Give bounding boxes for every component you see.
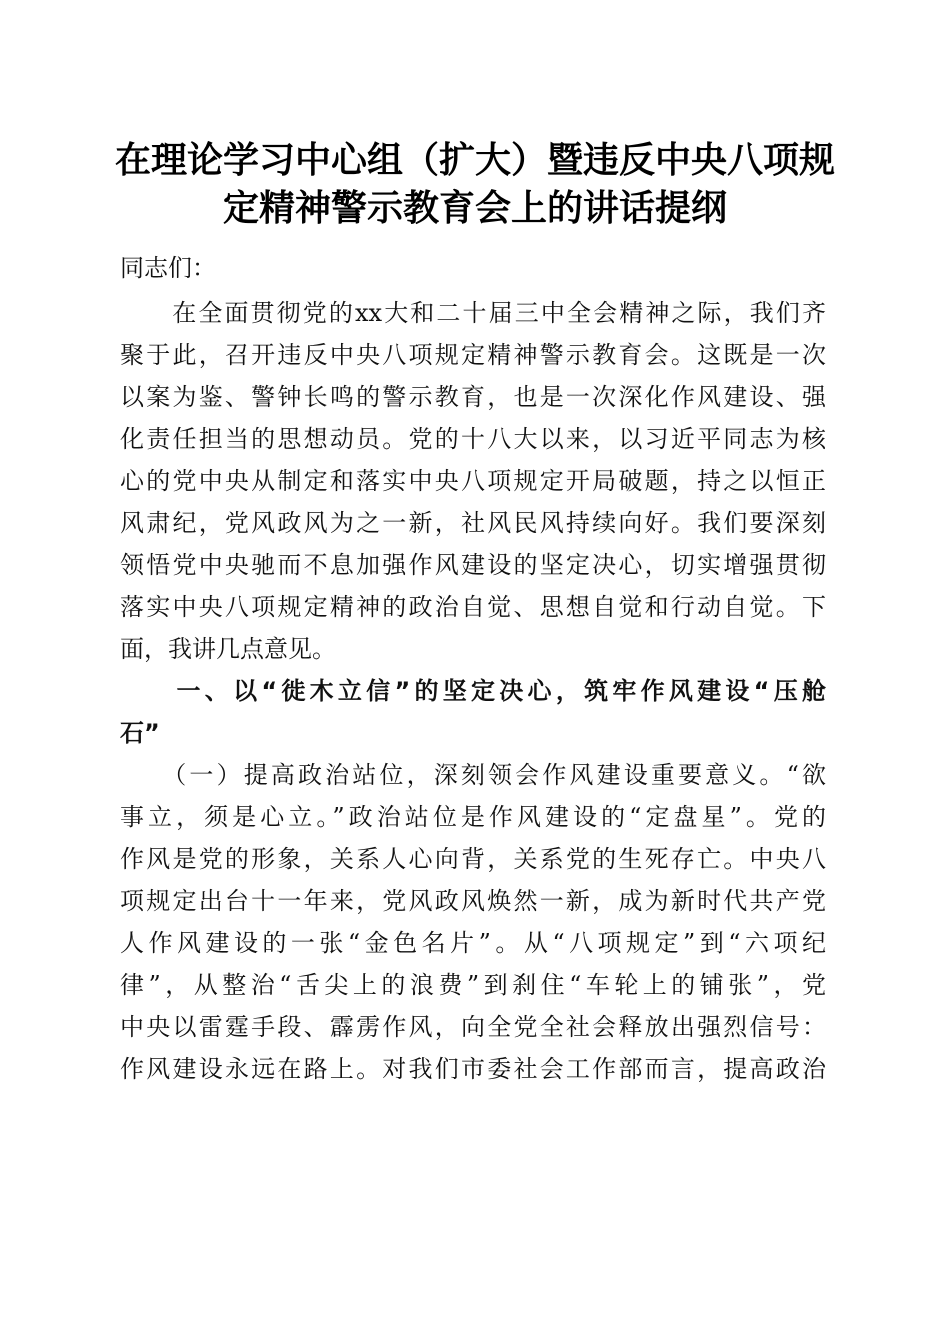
- paragraph-line: （一）提高政治站位，深刻领会作风建设重要意义。“欲: [120, 761, 826, 789]
- paragraph-line: 心的党中央从制定和落实中央八项规定开局破题，持之以恒正: [120, 467, 826, 495]
- paragraph-line: 聚于此，召开违反中央八项规定精神警示教育会。这既是一次: [120, 341, 826, 369]
- title-line-1: 在理论学习中心组（扩大）暨违反中央八项规: [114, 139, 835, 181]
- paragraph-line: 化责任担当的思想动员。党的十八大以来，以习近平同志为核: [120, 425, 826, 453]
- paragraph-line: 落实中央八项规定精神的政治自觉、思想自觉和行动自觉。下: [120, 593, 826, 621]
- paragraph-line: 项规定出台十一年来，党风政风焕然一新，成为新时代共产党: [120, 887, 826, 915]
- paragraph-line: 中央以雷霆手段、霹雳作风，向全党全社会释放出强烈信号：: [120, 1013, 826, 1041]
- paragraph-line: 风肃纪，党风政风为之一新，社风民风持续向好。我们要深刻: [120, 509, 826, 537]
- paragraph-line: 事立，须是心立。”政治站位是作风建设的“定盘星”。党的: [120, 803, 826, 831]
- greeting: 同志们：: [120, 254, 216, 282]
- paragraph-line: 律”，从整治“舌尖上的浪费”到刹住“车轮上的铺张”，党: [120, 971, 826, 999]
- document-body: [120, 248, 826, 1090]
- paragraph-intro: [120, 292, 826, 670]
- paragraph-section-1-1: [120, 754, 826, 1090]
- section-heading-line: 石”: [120, 719, 160, 747]
- paragraph-line: 作风建设永远在路上。对我们市委社会工作部而言，提高政治: [120, 1055, 826, 1083]
- paragraph-line: 作风是党的形象，关系人心向背，关系党的生死存亡。中央八: [120, 845, 826, 873]
- section-heading-1: [120, 670, 826, 754]
- section-heading-line: 一、以“徙木立信”的坚定决心，筑牢作风建设“压舱: [120, 677, 826, 705]
- paragraph-line: 在全面贯彻党的xx大和二十届三中全会精神之际，我们齐: [120, 299, 826, 327]
- paragraph-line: 面，我讲几点意见。: [120, 635, 336, 663]
- paragraph-line: 人作风建设的一张“金色名片”。从“八项规定”到“六项纪: [120, 929, 826, 957]
- document-title: [110, 136, 840, 232]
- title-line-2: 定精神警示教育会上的讲话提纲: [222, 187, 727, 229]
- paragraph-line: 领悟党中央驰而不息加强作风建设的坚定决心，切实增强贯彻: [120, 551, 826, 579]
- paragraph-line: 以案为鉴、警钟长鸣的警示教育，也是一次深化作风建设、强: [120, 383, 826, 411]
